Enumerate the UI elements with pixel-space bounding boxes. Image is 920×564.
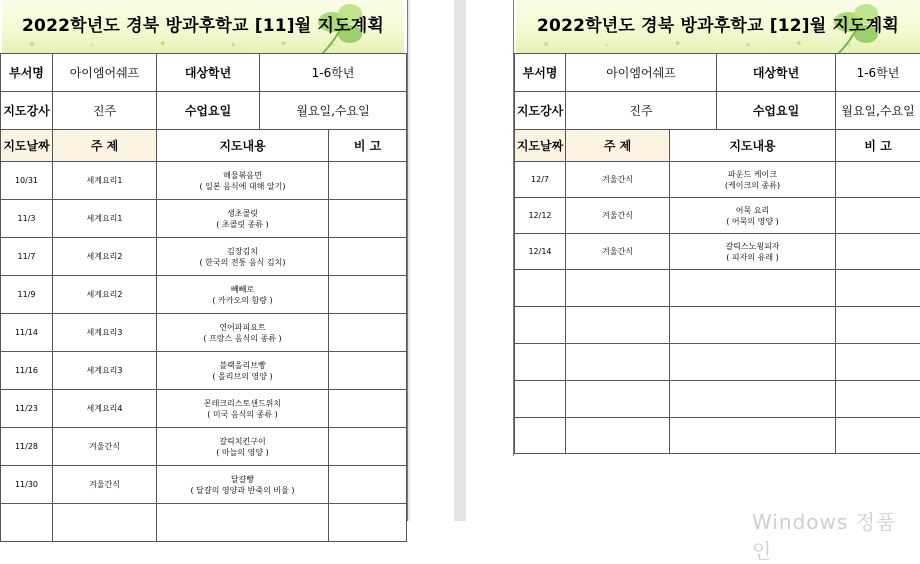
- row-note: [329, 390, 407, 428]
- row-content: [670, 418, 836, 454]
- dept-label: 부서명: [515, 54, 566, 92]
- row-date: 11/30: [1, 466, 53, 504]
- row-content-sub: ( 마늘의 영양 ): [157, 447, 328, 458]
- vertical-scrollbar[interactable]: [454, 0, 466, 521]
- row-date: 11/9: [1, 276, 53, 314]
- page-gutter: [407, 0, 513, 521]
- teacher-label: 지도강사: [1, 92, 53, 130]
- row-topic: 세계요리1: [53, 162, 157, 200]
- activation-watermark: Windows 정품 인: [752, 506, 920, 564]
- row-note: [329, 200, 407, 238]
- row-note: [836, 344, 920, 381]
- teacher-label: 지도강사: [515, 92, 566, 130]
- col-date-header: 지도날짜: [515, 130, 566, 162]
- row-topic: 세계요리4: [53, 390, 157, 428]
- row-content: [157, 466, 329, 504]
- target-label: 대상학년: [717, 54, 836, 92]
- table-row: [515, 198, 920, 234]
- row-topic: 세계요리1: [53, 200, 157, 238]
- row-content-main: 몬테크리스토샌드위치: [157, 398, 328, 409]
- row-content: [157, 276, 329, 314]
- row-note: [836, 418, 920, 454]
- row-content: [670, 198, 836, 234]
- row-content-sub: ( 올리브의 영양 ): [157, 371, 328, 382]
- row-date: 11/3: [1, 200, 53, 238]
- row-date: [515, 344, 566, 381]
- row-date: 12/7: [515, 162, 566, 198]
- column-header-row: [1, 130, 407, 162]
- column-header-row: [515, 130, 920, 162]
- row-date: 11/28: [1, 428, 53, 466]
- row-note: [329, 314, 407, 352]
- table-row: [515, 381, 920, 418]
- page-title: 2022학년도 경북 방과후학교 [12]월 지도계획: [516, 11, 920, 36]
- teacher-value: 진주: [566, 92, 717, 130]
- table-row: [1, 428, 407, 466]
- row-date: 11/23: [1, 390, 53, 428]
- row-content: [157, 200, 329, 238]
- row-content-main: 달걀빵: [157, 474, 328, 485]
- row-note: [329, 238, 407, 276]
- table-row: [1, 352, 407, 390]
- row-note: [329, 162, 407, 200]
- document-page-november: [0, 0, 408, 521]
- row-content-main: 연어파피요트: [157, 322, 328, 333]
- row-content-main: 블랙올리브빵: [157, 360, 328, 371]
- table-row: [515, 270, 920, 307]
- day-label: 수업요일: [717, 92, 836, 130]
- title-banner: [2, 0, 404, 53]
- row-content: [157, 314, 329, 352]
- row-content-sub: ( 피자의 유래 ): [670, 252, 835, 263]
- row-content-main: 김장김치: [157, 246, 328, 257]
- row-topic: 겨울간식: [53, 428, 157, 466]
- table-row: [1, 390, 407, 428]
- row-topic: 세계요리2: [53, 276, 157, 314]
- page-title: 2022학년도 경북 방과후학교 [11]월 지도계획: [2, 11, 404, 36]
- day-value: 월요일,수요일: [836, 92, 920, 130]
- row-date: 12/14: [515, 234, 566, 270]
- table-row: [515, 307, 920, 344]
- title-banner: [516, 0, 920, 53]
- row-date: [515, 270, 566, 307]
- row-content-main: 파운드 케이크: [670, 169, 835, 180]
- row-content-main: 생초콜릿: [157, 208, 328, 219]
- row-content-sub: ( 어묵의 영양 ): [670, 216, 835, 227]
- row-date: 11/16: [1, 352, 53, 390]
- target-value: 1-6학년: [260, 54, 407, 92]
- row-content: [157, 162, 329, 200]
- row-note: [329, 352, 407, 390]
- table-row: [1, 200, 407, 238]
- row-content: [157, 390, 329, 428]
- teacher-value: 진주: [53, 92, 157, 130]
- row-topic: 세계요리3: [53, 314, 157, 352]
- table-row: [515, 344, 920, 381]
- table-row: [1, 238, 407, 276]
- row-note: [836, 162, 920, 198]
- day-label: 수업요일: [157, 92, 260, 130]
- row-content-sub: ( 미국 음식의 종류 ): [157, 409, 328, 420]
- row-content-sub: ( 카카오의 함량 ): [157, 295, 328, 306]
- row-note: [836, 198, 920, 234]
- row-content-sub: ( 초콜릿 종류 ): [157, 219, 328, 230]
- row-content-main: 갈릭스노윙피자: [670, 241, 835, 252]
- table-row: [515, 162, 920, 198]
- row-content: [670, 270, 836, 307]
- row-topic: 겨울간식: [566, 234, 670, 270]
- col-topic-header: 주 제: [566, 130, 670, 162]
- row-note: [836, 381, 920, 418]
- dept-label: 부서명: [1, 54, 53, 92]
- row-note: [329, 276, 407, 314]
- col-note-header: 비 고: [329, 130, 407, 162]
- row-topic: 겨울간식: [566, 162, 670, 198]
- table-row: [1, 504, 407, 542]
- info-row-teacher: [515, 92, 920, 130]
- table-row: [1, 276, 407, 314]
- table-row: [515, 418, 920, 454]
- row-content-main: 어묵 요리: [670, 205, 835, 216]
- row-note: [836, 270, 920, 307]
- row-content: [670, 162, 836, 198]
- plan-table: [0, 53, 407, 542]
- col-content-header: 지도내용: [670, 130, 836, 162]
- row-note: [836, 307, 920, 344]
- row-content: [157, 428, 329, 466]
- target-label: 대상학년: [157, 54, 260, 92]
- row-content: [157, 504, 329, 542]
- col-topic-header: 주 제: [53, 130, 157, 162]
- row-topic: [566, 344, 670, 381]
- row-content-sub: ( 일본 음식에 대해 알기): [157, 181, 328, 192]
- info-row-dept: [1, 54, 407, 92]
- dept-value: 아이엠어쉐프: [566, 54, 717, 92]
- row-topic: 세계요리3: [53, 352, 157, 390]
- col-content-header: 지도내용: [157, 130, 329, 162]
- table-row: [1, 162, 407, 200]
- row-content: [157, 238, 329, 276]
- row-topic: [566, 307, 670, 344]
- row-date: 11/14: [1, 314, 53, 352]
- col-date-header: 지도날짜: [1, 130, 53, 162]
- info-row-dept: [515, 54, 920, 92]
- row-topic: [566, 381, 670, 418]
- row-date: 10/31: [1, 162, 53, 200]
- row-note: [329, 428, 407, 466]
- row-content-sub: ( 한국의 전통 음식 김치): [157, 257, 328, 268]
- table-row: [1, 466, 407, 504]
- table-row: [515, 234, 920, 270]
- row-date: 11/7: [1, 238, 53, 276]
- document-page-december: [513, 0, 920, 456]
- row-content-main: 해물볶음면: [157, 170, 328, 181]
- row-date: 12/12: [515, 198, 566, 234]
- row-content: [670, 344, 836, 381]
- col-note-header: 비 고: [836, 130, 920, 162]
- row-date: [1, 504, 53, 542]
- dept-value: 아이엠어쉐프: [53, 54, 157, 92]
- row-content-main: 빼빼로: [157, 284, 328, 295]
- row-date: [515, 307, 566, 344]
- row-note: [329, 466, 407, 504]
- row-date: [515, 418, 566, 454]
- day-value: 월요일,수요일: [260, 92, 407, 130]
- row-content-main: 갈릭치킨구이: [157, 436, 328, 447]
- row-note: [329, 504, 407, 542]
- row-content: [670, 234, 836, 270]
- row-topic: 세계요리2: [53, 238, 157, 276]
- table-row: [1, 314, 407, 352]
- row-content: [670, 381, 836, 418]
- info-row-teacher: [1, 92, 407, 130]
- row-topic: 겨울간식: [566, 198, 670, 234]
- row-note: [836, 234, 920, 270]
- row-topic: 겨울간식: [53, 466, 157, 504]
- target-value: 1-6학년: [836, 54, 920, 92]
- row-topic: [566, 418, 670, 454]
- row-topic: [566, 270, 670, 307]
- row-date: [515, 381, 566, 418]
- row-content: [157, 352, 329, 390]
- plan-table: [514, 53, 920, 454]
- row-content-sub: (케이크의 종류): [670, 180, 835, 191]
- row-content-sub: ( 달걀의 영양과 반죽의 비율 ): [157, 485, 328, 496]
- row-topic: [53, 504, 157, 542]
- row-content-sub: ( 프랑스 음식의 종류 ): [157, 333, 328, 344]
- row-content: [670, 307, 836, 344]
